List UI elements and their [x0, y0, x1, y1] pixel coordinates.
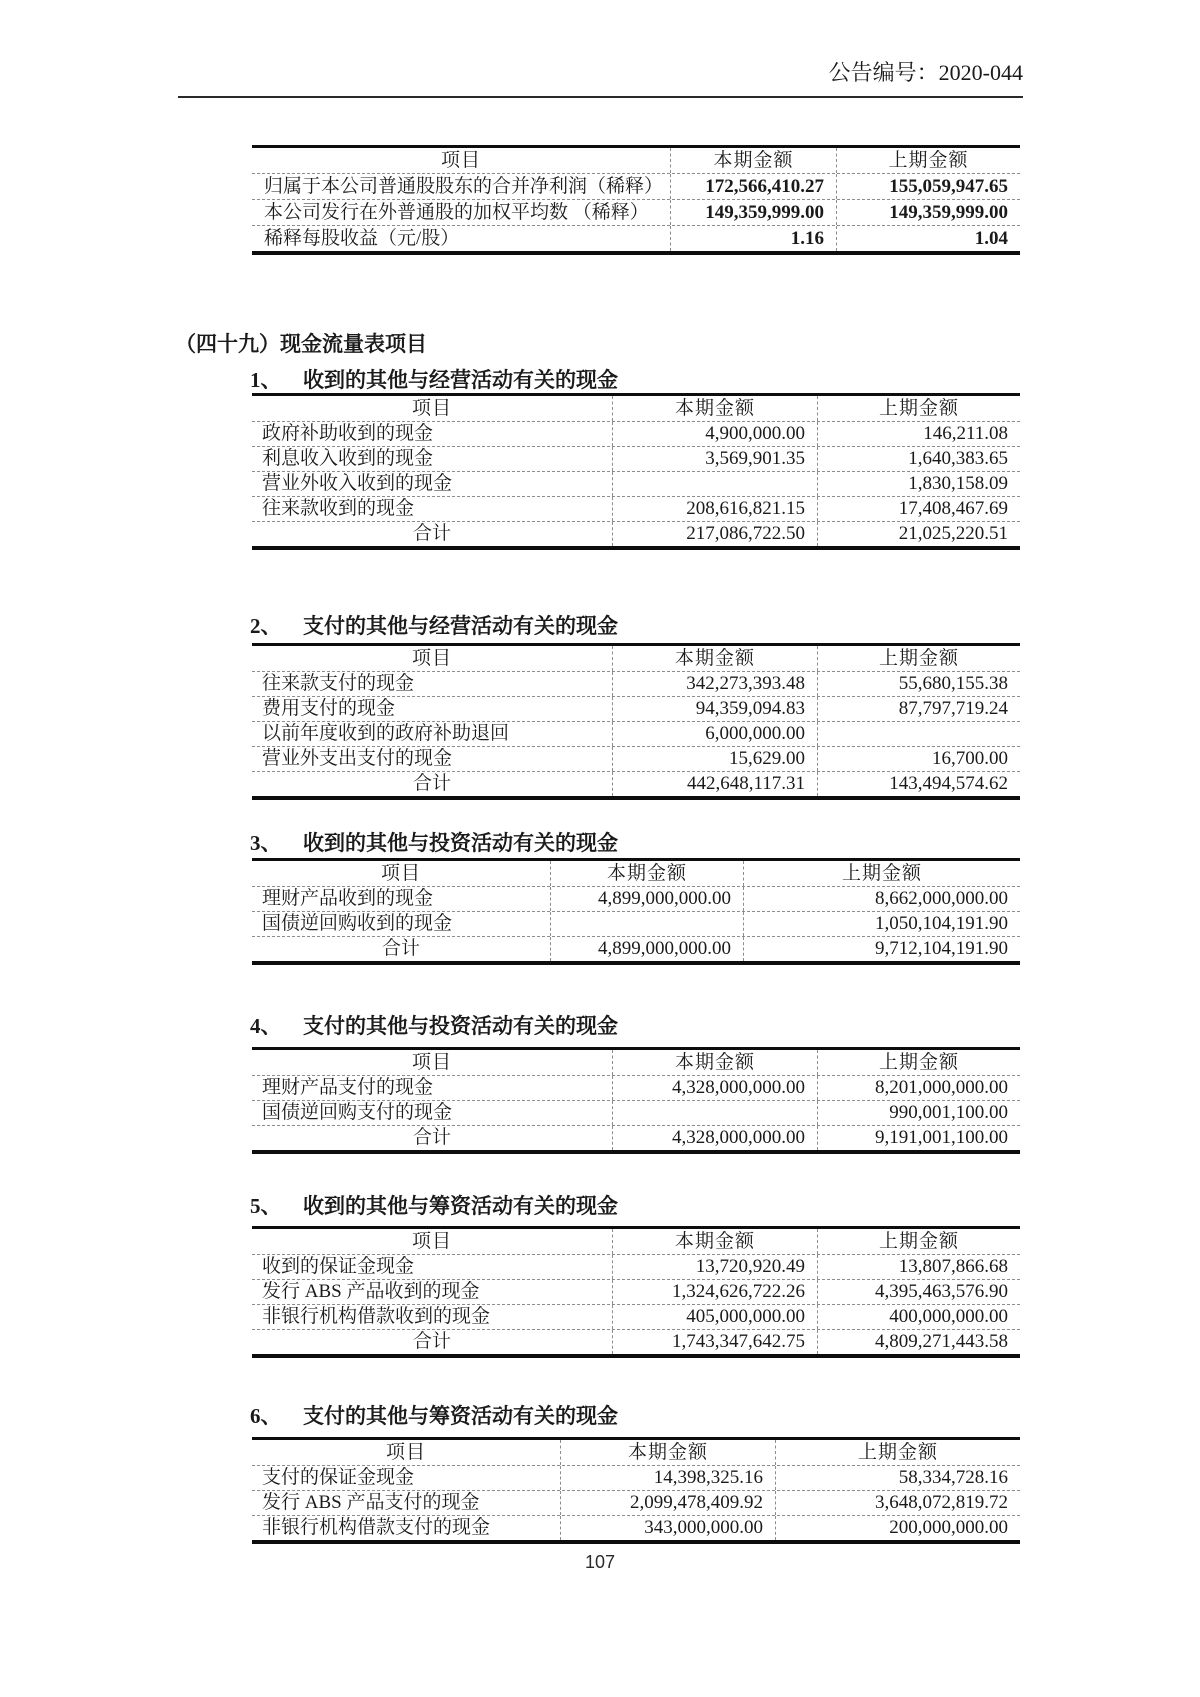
table-row — [252, 696, 1020, 721]
previous-amount: 13,807,866.68 — [817, 1255, 1020, 1279]
table-1-title: 收到的其他与经营活动有关的现金 — [303, 368, 618, 392]
current-amount: 217,086,722.50 — [612, 522, 817, 546]
row-label: 支付的保证金现金 — [262, 1467, 415, 1488]
previous-amount: 4,809,271,443.58 — [817, 1330, 1020, 1354]
row-label: 归属于本公司普通股股东的合并净利润（稀释） — [264, 176, 664, 197]
table-total-row — [252, 1329, 1020, 1354]
table-5 — [252, 1226, 1020, 1358]
total-label: 合计 — [412, 523, 451, 544]
column-header-current: 本期金额 — [550, 861, 743, 886]
current-amount: 15,629.00 — [612, 747, 817, 771]
previous-amount: 21,025,220.51 — [817, 522, 1020, 546]
current-amount: 4,899,000,000.00 — [550, 887, 743, 911]
table-total-row — [252, 936, 1020, 961]
row-label: 发行 ABS 产品收到的现金 — [262, 1281, 480, 1302]
column-header-previous: 上期金额 — [817, 1229, 1020, 1254]
table-3 — [252, 858, 1020, 965]
previous-amount: 1,050,104,191.90 — [743, 912, 1020, 936]
previous-amount: 143,494,574.62 — [817, 772, 1020, 796]
table-5-number: 5、 — [250, 1194, 282, 1218]
column-header-current: 本期金额 — [612, 1050, 817, 1075]
table-4-title: 支付的其他与投资活动有关的现金 — [303, 1014, 618, 1038]
row-label: 本公司发行在外普通股的加权平均数 （稀释） — [264, 202, 649, 223]
column-header-item: 项目 — [440, 150, 481, 171]
table-4-number: 4、 — [250, 1014, 282, 1038]
current-amount: 3,569,901.35 — [612, 447, 817, 471]
table-2-title: 支付的其他与经营活动有关的现金 — [303, 614, 618, 638]
table-1 — [252, 393, 1020, 550]
column-header-current: 本期金额 — [560, 1440, 775, 1465]
current-amount — [612, 1101, 817, 1125]
current-amount: 343,000,000.00 — [560, 1516, 775, 1540]
notice-number: 公告编号：2020-044 — [828, 60, 1023, 85]
previous-amount — [817, 722, 1020, 746]
table-total-row — [252, 1125, 1020, 1150]
table-3-number: 3、 — [250, 831, 282, 855]
table-6-heading — [250, 1402, 618, 1430]
column-header-item: 项目 — [411, 1231, 452, 1252]
table-header-row — [252, 396, 1020, 421]
previous-amount: 9,191,001,100.00 — [817, 1126, 1020, 1150]
eps-table — [252, 145, 1020, 255]
table-header-row — [252, 1050, 1020, 1075]
table-3-heading — [250, 829, 618, 857]
table-header-row — [252, 1440, 1020, 1465]
table-row — [252, 1279, 1020, 1304]
total-label: 合计 — [412, 1331, 451, 1352]
table-row — [252, 1100, 1020, 1125]
previous-amount: 16,700.00 — [817, 747, 1020, 771]
table-header-row — [252, 148, 1020, 173]
current-amount: 342,273,393.48 — [612, 672, 817, 696]
total-label: 合计 — [381, 938, 420, 959]
column-header-current: 本期金额 — [612, 396, 817, 421]
column-header-item: 项目 — [385, 1442, 426, 1463]
table-row — [252, 911, 1020, 936]
column-header-current: 本期金额 — [612, 646, 817, 671]
row-label: 营业外收入收到的现金 — [262, 473, 453, 494]
table-row — [252, 173, 1020, 199]
column-header-item: 项目 — [411, 398, 452, 419]
previous-amount: 9,712,104,191.90 — [743, 937, 1020, 961]
row-label: 非银行机构借款收到的现金 — [262, 1306, 491, 1327]
table-5-title: 收到的其他与筹资活动有关的现金 — [303, 1194, 618, 1218]
current-amount: 2,099,478,409.92 — [560, 1491, 775, 1515]
column-header-previous: 上期金额 — [775, 1440, 1020, 1465]
total-label: 合计 — [412, 1127, 451, 1148]
row-label: 收到的保证金现金 — [262, 1256, 415, 1277]
row-label: 以前年度收到的政府补助退回 — [262, 723, 510, 744]
previous-amount: 3,648,072,819.72 — [775, 1491, 1020, 1515]
current-amount: 1.16 — [670, 226, 836, 251]
table-row — [252, 1465, 1020, 1490]
table-row — [252, 1254, 1020, 1279]
table-row — [252, 496, 1020, 521]
section-heading: （四十九）现金流量表项目 — [175, 332, 427, 356]
previous-amount: 17,408,467.69 — [817, 497, 1020, 521]
current-amount: 4,328,000,000.00 — [612, 1076, 817, 1100]
row-label: 政府补助收到的现金 — [262, 423, 434, 444]
current-amount: 149,359,999.00 — [670, 200, 836, 225]
previous-amount: 87,797,719.24 — [817, 697, 1020, 721]
table-4 — [252, 1047, 1020, 1154]
previous-amount: 990,001,100.00 — [817, 1101, 1020, 1125]
table-6 — [252, 1437, 1020, 1544]
current-amount: 6,000,000.00 — [612, 722, 817, 746]
column-header-item: 项目 — [411, 1052, 452, 1073]
current-amount: 1,743,347,642.75 — [612, 1330, 817, 1354]
previous-amount: 8,662,000,000.00 — [743, 887, 1020, 911]
table-header-row — [252, 1229, 1020, 1254]
previous-amount: 55,680,155.38 — [817, 672, 1020, 696]
row-label: 理财产品支付的现金 — [262, 1077, 434, 1098]
current-amount: 94,359,094.83 — [612, 697, 817, 721]
current-amount: 4,328,000,000.00 — [612, 1126, 817, 1150]
table-row — [252, 1304, 1020, 1329]
table-row — [252, 746, 1020, 771]
previous-amount: 400,000,000.00 — [817, 1305, 1020, 1329]
row-label: 往来款收到的现金 — [262, 498, 415, 519]
header-rule — [178, 96, 1023, 98]
table-row — [252, 446, 1020, 471]
table-row — [252, 421, 1020, 446]
table-row — [252, 1515, 1020, 1540]
row-label: 稀释每股收益（元/股） — [264, 228, 460, 249]
row-label: 往来款支付的现金 — [262, 673, 415, 694]
table-row — [252, 225, 1020, 251]
table-2 — [252, 643, 1020, 800]
table-4-heading — [250, 1012, 618, 1040]
current-amount: 1,324,626,722.26 — [612, 1280, 817, 1304]
current-amount — [550, 912, 743, 936]
previous-amount: 1,640,383.65 — [817, 447, 1020, 471]
table-1-heading — [250, 366, 618, 394]
row-label: 国债逆回购支付的现金 — [262, 1102, 453, 1123]
table-total-row — [252, 521, 1020, 546]
previous-amount: 200,000,000.00 — [775, 1516, 1020, 1540]
current-amount: 442,648,117.31 — [612, 772, 817, 796]
table-row — [252, 886, 1020, 911]
row-label: 理财产品收到的现金 — [262, 888, 434, 909]
table-row — [252, 199, 1020, 225]
table-2-number: 2、 — [250, 614, 282, 638]
table-row — [252, 1490, 1020, 1515]
previous-amount: 1.04 — [836, 226, 1020, 251]
previous-amount: 146,211.08 — [817, 422, 1020, 446]
current-amount: 405,000,000.00 — [612, 1305, 817, 1329]
previous-amount: 8,201,000,000.00 — [817, 1076, 1020, 1100]
table-1-number: 1、 — [250, 368, 282, 392]
column-header-previous: 上期金额 — [743, 861, 1020, 886]
table-header-row — [252, 646, 1020, 671]
column-header-current: 本期金额 — [612, 1229, 817, 1254]
column-header-previous: 上期金额 — [836, 148, 1020, 173]
column-header-previous: 上期金额 — [817, 646, 1020, 671]
row-label: 发行 ABS 产品支付的现金 — [262, 1492, 480, 1513]
current-amount: 13,720,920.49 — [612, 1255, 817, 1279]
previous-amount: 149,359,999.00 — [836, 200, 1020, 225]
table-3-title: 收到的其他与投资活动有关的现金 — [303, 831, 618, 855]
table-row — [252, 1075, 1020, 1100]
row-label: 费用支付的现金 — [262, 698, 396, 719]
column-header-item: 项目 — [411, 648, 452, 669]
row-label: 国债逆回购收到的现金 — [262, 913, 453, 934]
current-amount: 208,616,821.15 — [612, 497, 817, 521]
table-2-heading — [250, 612, 618, 640]
row-label: 营业外支出支付的现金 — [262, 748, 453, 769]
previous-amount: 1,830,158.09 — [817, 472, 1020, 496]
current-amount — [612, 472, 817, 496]
table-5-heading — [250, 1192, 618, 1220]
row-label: 非银行机构借款支付的现金 — [262, 1517, 491, 1538]
column-header-current: 本期金额 — [670, 148, 836, 173]
previous-amount: 4,395,463,576.90 — [817, 1280, 1020, 1304]
current-amount: 4,900,000.00 — [612, 422, 817, 446]
table-row — [252, 671, 1020, 696]
total-label: 合计 — [412, 773, 451, 794]
current-amount: 172,566,410.27 — [670, 174, 836, 199]
table-6-title: 支付的其他与筹资活动有关的现金 — [303, 1404, 618, 1428]
previous-amount: 58,334,728.16 — [775, 1466, 1020, 1490]
column-header-item: 项目 — [380, 863, 421, 884]
row-label: 利息收入收到的现金 — [262, 448, 434, 469]
column-header-previous: 上期金额 — [817, 1050, 1020, 1075]
table-header-row — [252, 861, 1020, 886]
table-total-row — [252, 771, 1020, 796]
current-amount: 14,398,325.16 — [560, 1466, 775, 1490]
previous-amount: 155,059,947.65 — [836, 174, 1020, 199]
column-header-previous: 上期金额 — [817, 396, 1020, 421]
table-row — [252, 471, 1020, 496]
current-amount: 4,899,000,000.00 — [550, 937, 743, 961]
page-number: 107 — [584, 1552, 616, 1572]
table-row — [252, 721, 1020, 746]
table-6-number: 6、 — [250, 1404, 282, 1428]
